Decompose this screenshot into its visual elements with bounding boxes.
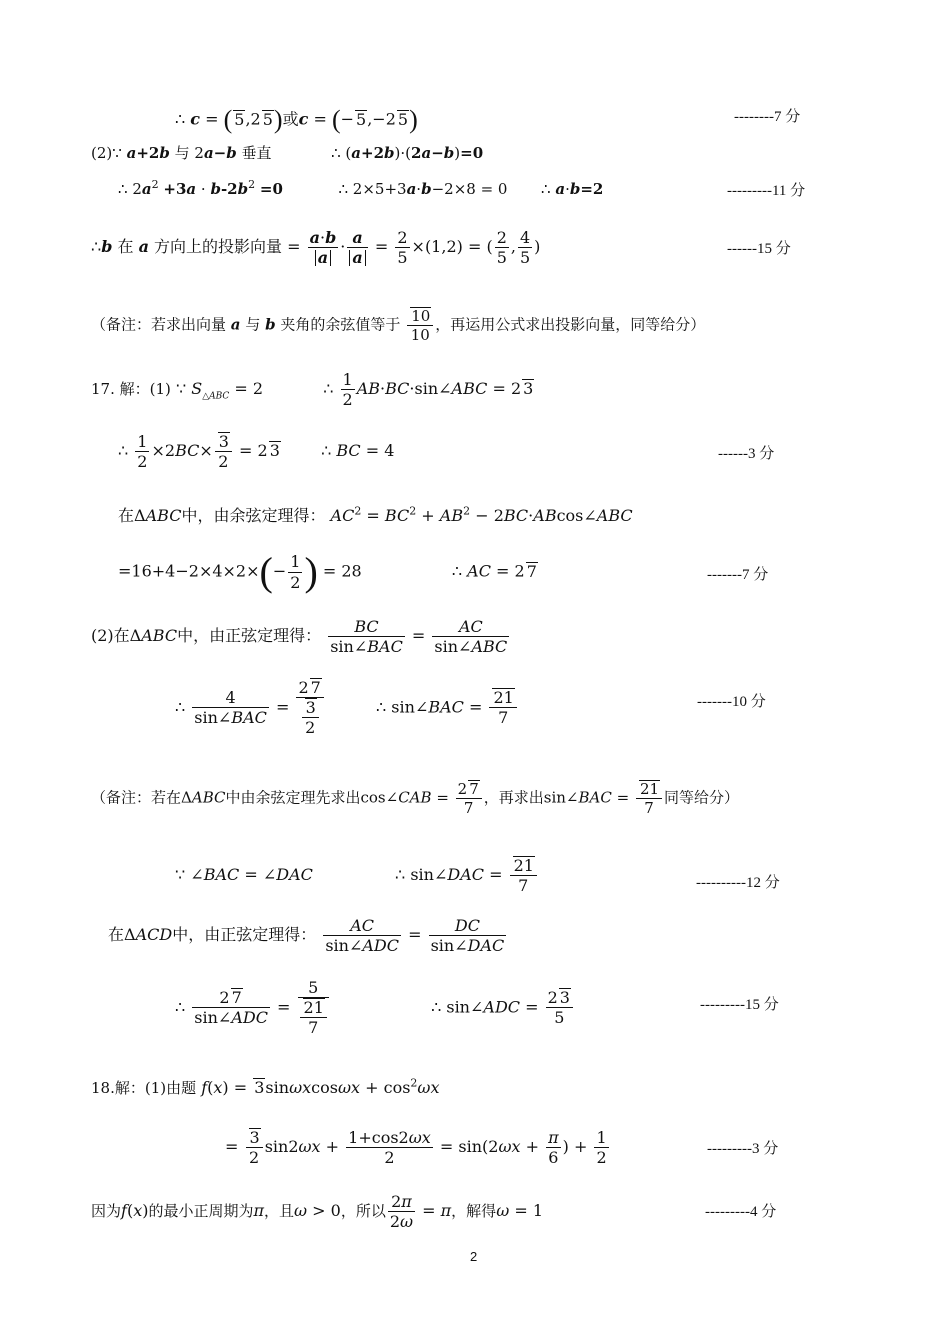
line-q17-ac: =16+4−2×4×2×(− $\frac{1}{2}$ ) = 28 ∴ AC = 2 7 bbox=[118, 549, 537, 594]
line-q18-simplify: = $\frac{3}{2}$ sin2ωx + $\frac{1+\cos 2\omega x}{2}$ = sin(2ωx + $\frac{\pi}{6}$ ) + $\frac{1}{2}$ bbox=[225, 1128, 607, 1168]
line-q18: 18.解：(1)由题 $f(x) = 3\sin\omega xcos\omega x + \cos^2\omega x$ bbox=[91, 1076, 440, 1097]
score-4: ---------4 分 bbox=[705, 1204, 777, 1220]
line-q17-sinlaw: (2)在ΔABC中，由正弦定理得： $\frac{BC}{\text{sin∠BAC}}$ = $\frac{AC}{\text{sin∠ABC}}$ bbox=[91, 617, 508, 657]
page-number: 2 bbox=[470, 1249, 478, 1264]
score-7a: --------7 分 bbox=[734, 109, 801, 125]
line-q18-period: 因为f(x)的最小正周期为π，且ω > 0，所以 $\frac{2\pi}{2\omega}$ = π，解得ω = 1 bbox=[91, 1192, 543, 1232]
line-acd-sinlaw: 在ΔACD中，由正弦定理得： $\frac{AC}{\text{sin∠ADC}}$ = $\frac{DC}{\text{sin∠DAC}}$ bbox=[108, 916, 505, 956]
line-projection: ∴b 在 a 方向上的投影向量 = $\frac{a\cdot b}{a}$ · $\frac{a}{a}$ = $\frac{2}{5}$ ×(1,2) = ( $\frac{2}{5}$ , $\frac{4}{5}$ ) bbox=[91, 228, 541, 268]
score-15a: ------15 分 bbox=[727, 241, 791, 257]
line-c-result: ∴ c = ( 5,2 5)或c = (− 5,−2 5) bbox=[175, 105, 418, 134]
line-q17-sinbac: ∴ $\frac{4}{\text{sin∠BAC}}$ = $\frac{2 7}{\frac{3}{2}}$ ∴ sin∠BAC = $\frac{21}{7}$ bbox=[175, 678, 519, 738]
line-dot-product: ∴ $2a^2 +3a \cdot b-2b^2 =0$ ∴ 2×5+3a·b−2×8 = 0 ∴ a·b=2 bbox=[118, 178, 604, 198]
line-q17-coslaw: 在ΔABC中，由余弦定理得： $AC^2 = BC^2 + AB^2$ − 2BC·ABcos∠ABC bbox=[118, 504, 633, 525]
score-7b: -------7 分 bbox=[707, 567, 769, 583]
score-15b: ---------15 分 bbox=[700, 997, 779, 1013]
line-q17-bc: ∴ $\frac{1}{2}$ ×2BC× $\frac{3}{2}$ = 2 3 ∴ BC = 4 bbox=[118, 432, 395, 472]
note-1: （备注：若求出向量 a 与 b 夹角的余弦值等于 $\frac{10}{10}$ ，再运用公式求出投影向量，同等给分） bbox=[91, 307, 706, 344]
score-12: ----------12 分 bbox=[696, 875, 780, 891]
line-q17-area: 17. 解：(1) ∵ $S_{\triangle ABC} = 2$ ∴ $\frac{1}{2}$ AB·BC·sin∠ABC = 2 3 bbox=[91, 370, 534, 410]
score-11: ---------11 分 bbox=[727, 183, 806, 199]
note-2: （备注：若在ΔABC中由余弦定理先求出cos∠CAB = $\frac{2 7}{7}$ ，再求出sin∠BAC = $\frac{21}{7}$ 同等给分） bbox=[91, 780, 740, 817]
line-part2-perp: (2)∵ a+2b 与 2a−b 垂直 ∴ (a+2b)·(2a−b)=0 bbox=[91, 144, 484, 162]
score-3a: ------3 分 bbox=[718, 446, 775, 462]
score-3b: ---------3 分 bbox=[707, 1141, 779, 1157]
line-angle-eq: ∵ ∠BAC = ∠DAC ∴ sin∠DAC = $\frac{21}{7}$ bbox=[175, 856, 539, 895]
line-sinadc: ∴ $\frac{2 7}{\text{sin∠ADC}}$ = $\frac{5}{\frac{21}{7}}$ ∴ sin∠ADC = $\frac{2 3}{5}$ bbox=[175, 978, 575, 1038]
score-10: -------10 分 bbox=[697, 694, 766, 710]
